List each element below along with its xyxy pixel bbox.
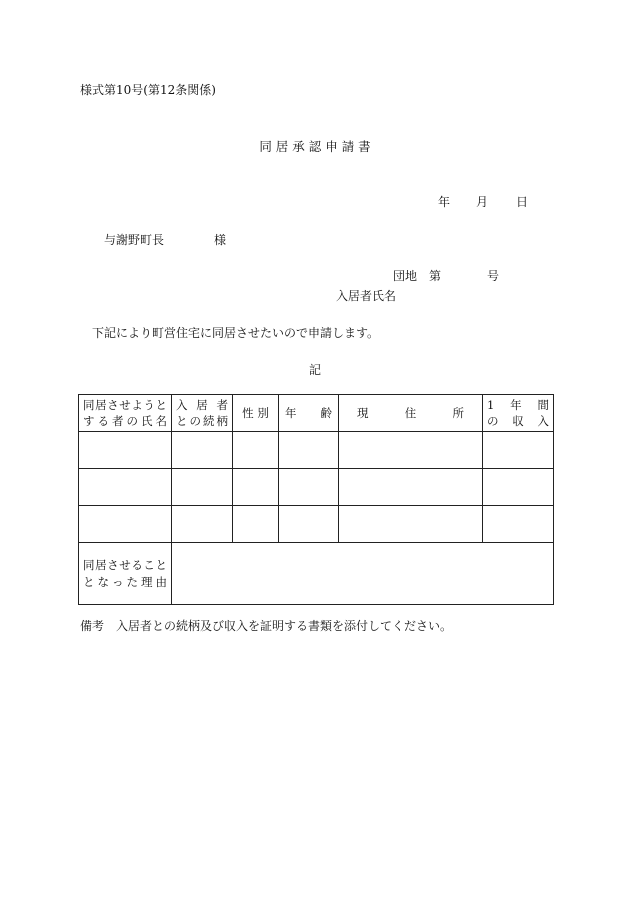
go-label: 号 <box>487 269 500 283</box>
cell-name-3[interactable] <box>79 506 172 543</box>
form-number: 様式第10号(第12条関係) <box>80 83 216 97</box>
header-relation: 入 居 者 との続柄 <box>172 395 233 432</box>
cell-address-1[interactable] <box>339 432 483 469</box>
dai-label: 第 <box>429 269 442 283</box>
cell-gender-1[interactable] <box>233 432 279 469</box>
reason-field[interactable] <box>172 543 554 605</box>
header-annual-income: 1 年 間 の 収 入 <box>483 395 554 432</box>
date-year: 年 <box>438 195 451 209</box>
document-title: 同 居 承 認 申 請 書 <box>259 139 371 154</box>
cell-gender-3[interactable] <box>233 506 279 543</box>
addressee-honorific: 様 <box>214 233 227 247</box>
date-row <box>438 193 528 210</box>
header-age: 年 齢 <box>279 395 339 432</box>
table-row <box>79 432 554 469</box>
header-gender: 性 別 <box>233 395 279 432</box>
cell-income-1[interactable] <box>483 432 554 469</box>
remarks-note: 備考 入居者との続柄及び収入を証明する書類を添付してください。 <box>80 619 453 633</box>
cell-income-3[interactable] <box>483 506 554 543</box>
cell-address-2[interactable] <box>339 469 483 506</box>
danchi-row <box>393 267 499 284</box>
resident-name-label: 入居者氏名 <box>336 289 397 303</box>
reason-label: 同居させること となった理由 <box>79 543 172 605</box>
body-text: 下記により町営住宅に同居させたいので申請します。 <box>92 326 380 340</box>
reason-row <box>79 543 554 605</box>
cell-name-2[interactable] <box>79 469 172 506</box>
header-current-address: 現 住 所 <box>339 395 483 432</box>
cell-age-2[interactable] <box>279 469 339 506</box>
table-header-row <box>79 395 554 432</box>
table-row <box>79 469 554 506</box>
date-day: 日 <box>516 195 529 209</box>
cell-relation-2[interactable] <box>172 469 233 506</box>
cell-relation-1[interactable] <box>172 432 233 469</box>
cell-age-1[interactable] <box>279 432 339 469</box>
addressee <box>104 231 226 248</box>
cell-age-3[interactable] <box>279 506 339 543</box>
cell-income-2[interactable] <box>483 469 554 506</box>
table-row <box>79 506 554 543</box>
ki-heading: 記 <box>308 363 321 377</box>
header-cohabitant-name: 同居させようと する者の氏名 <box>79 395 172 432</box>
cell-gender-2[interactable] <box>233 469 279 506</box>
date-month: 月 <box>476 195 489 209</box>
cell-name-1[interactable] <box>79 432 172 469</box>
cell-address-3[interactable] <box>339 506 483 543</box>
cell-relation-3[interactable] <box>172 506 233 543</box>
cohabitant-table <box>78 394 554 605</box>
addressee-name: 与謝野町長 <box>104 233 165 247</box>
danchi-label: 団地 <box>393 269 418 283</box>
